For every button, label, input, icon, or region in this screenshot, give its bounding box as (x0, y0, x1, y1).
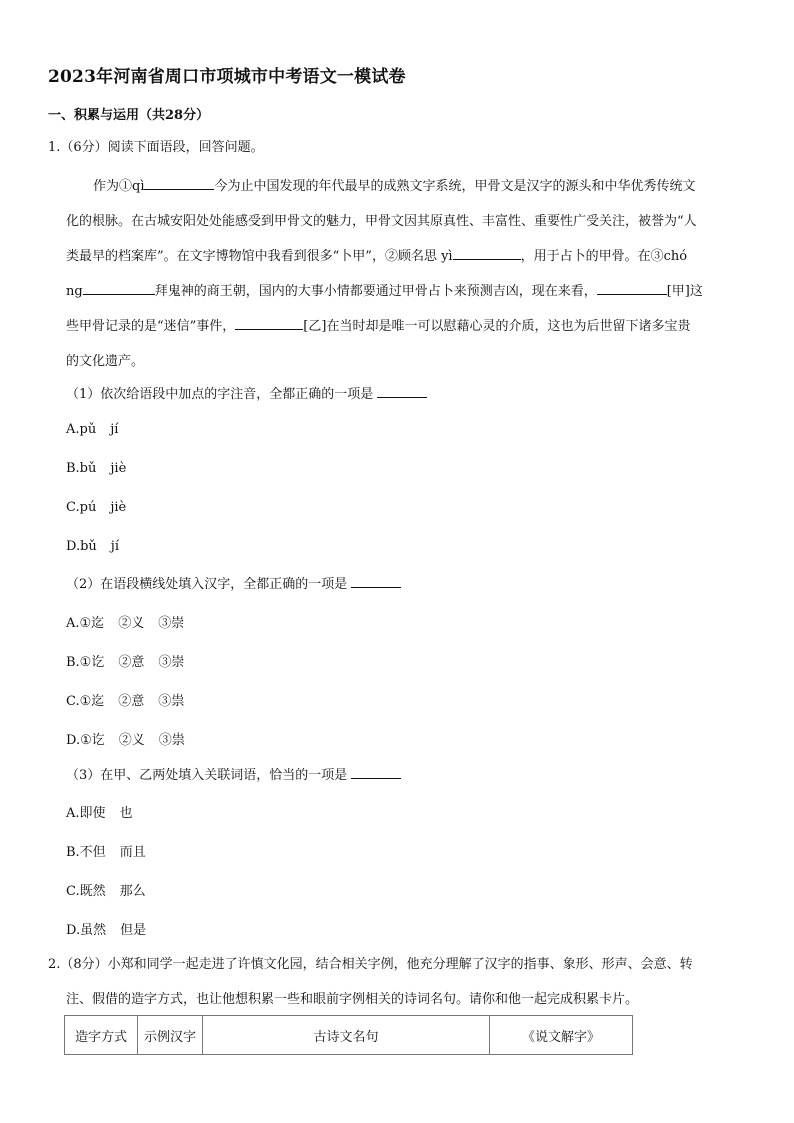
sub1-option-b: B.bǔ jiè (66, 461, 127, 476)
accumulation-card-table (64, 1015, 633, 1055)
question-1-stem: 1.（6分）阅读下面语段，回答问题。 (48, 140, 264, 155)
table-header-cell: 《说文解字》 (490, 1016, 633, 1055)
exam-title: 2023年河南省周口市项城市中考语文一模试卷 (48, 67, 406, 87)
passage-line-5: 些甲骨记录的是“迷信”事件， [乙]在当时却是唯一可以慰藉心灵的介质，这也为后世留下诸多宝贵 (66, 315, 748, 334)
question-2-line-1: 2.（8分）小郑和同学一起走进了许慎文化园，结合相关字例，他充分理解了汉字的指事、象形、形声、会意、转 (48, 957, 693, 972)
subquestion-3: （3）在甲、乙两处填入关联词语，恰当的一项是 (66, 764, 401, 786)
subquestion-2: （2）在语段横线处填入汉字，全都正确的一项是 (66, 573, 401, 595)
answer-blank-3 (351, 764, 401, 779)
passage-line-2: 化的根脉。在古城安阳处处能感受到甲骨文的魅力，甲骨文因其原真性、丰富性、重要性广受关注，被誉为“人 (66, 214, 697, 229)
table-header-cell: 造字方式 (65, 1016, 138, 1055)
answer-blank-2 (351, 573, 401, 588)
blank-jia (597, 280, 667, 295)
sub3-option-b: B.不但 而且 (66, 845, 146, 860)
passage-line-4: ng 拜鬼神的商王朝，国内的大事小情都要通过甲骨占卜来预测吉凶，现在来看， [甲]这 (66, 280, 748, 299)
sub2-option-d: D.①讫 ②义 ③祟 (66, 733, 185, 748)
blank-1 (144, 175, 214, 190)
sub2-option-a: A.①迄 ②义 ③崇 (66, 616, 185, 631)
subquestion-1: （1）依次给语段中加点的字注音，全都正确的一项是 (66, 383, 427, 405)
sub1-option-a: A.pǔ jí (66, 422, 119, 437)
section-heading: 一、积累与运用（共28分） (48, 108, 210, 123)
passage-line-3: 类最早的档案库”。在文字博物馆中我看到很多“卜甲”，②顾名思 yì ，用于占卜的甲骨。在③chó (66, 245, 748, 264)
table-header-row (65, 1016, 633, 1055)
sub2-option-b: B.①讫 ②意 ③崇 (66, 655, 185, 670)
sub3-option-d: D.虽然 但是 (66, 923, 147, 938)
passage-line-1: 作为①qì 今为止中国发现的年代最早的成熟文字系统，甲骨文是汉字的源头和中华优秀传统文 (66, 175, 748, 194)
sub3-option-a: A.即使 也 (66, 806, 133, 821)
answer-blank-1 (377, 383, 427, 398)
blank-yi (235, 315, 303, 330)
sub3-option-c: C.既然 那么 (66, 884, 146, 899)
sub2-option-c: C.①迄 ②意 ③祟 (66, 694, 185, 709)
sub1-option-c: C.pú jiè (66, 500, 127, 515)
blank-2 (453, 245, 521, 260)
table-header-cell: 示例汉字 (138, 1016, 203, 1055)
blank-3 (83, 280, 155, 295)
question-2-line-2: 注、假借的造字方式，也让他想积累一些和眼前字例相关的诗词名句。请你和他一起完成积累卡片。 (66, 992, 639, 1007)
sub1-option-d: D.bǔ jí (66, 539, 119, 554)
table-header-cell: 古诗文名句 (203, 1016, 490, 1055)
passage-line-6: 的文化遗产。 (66, 354, 145, 369)
